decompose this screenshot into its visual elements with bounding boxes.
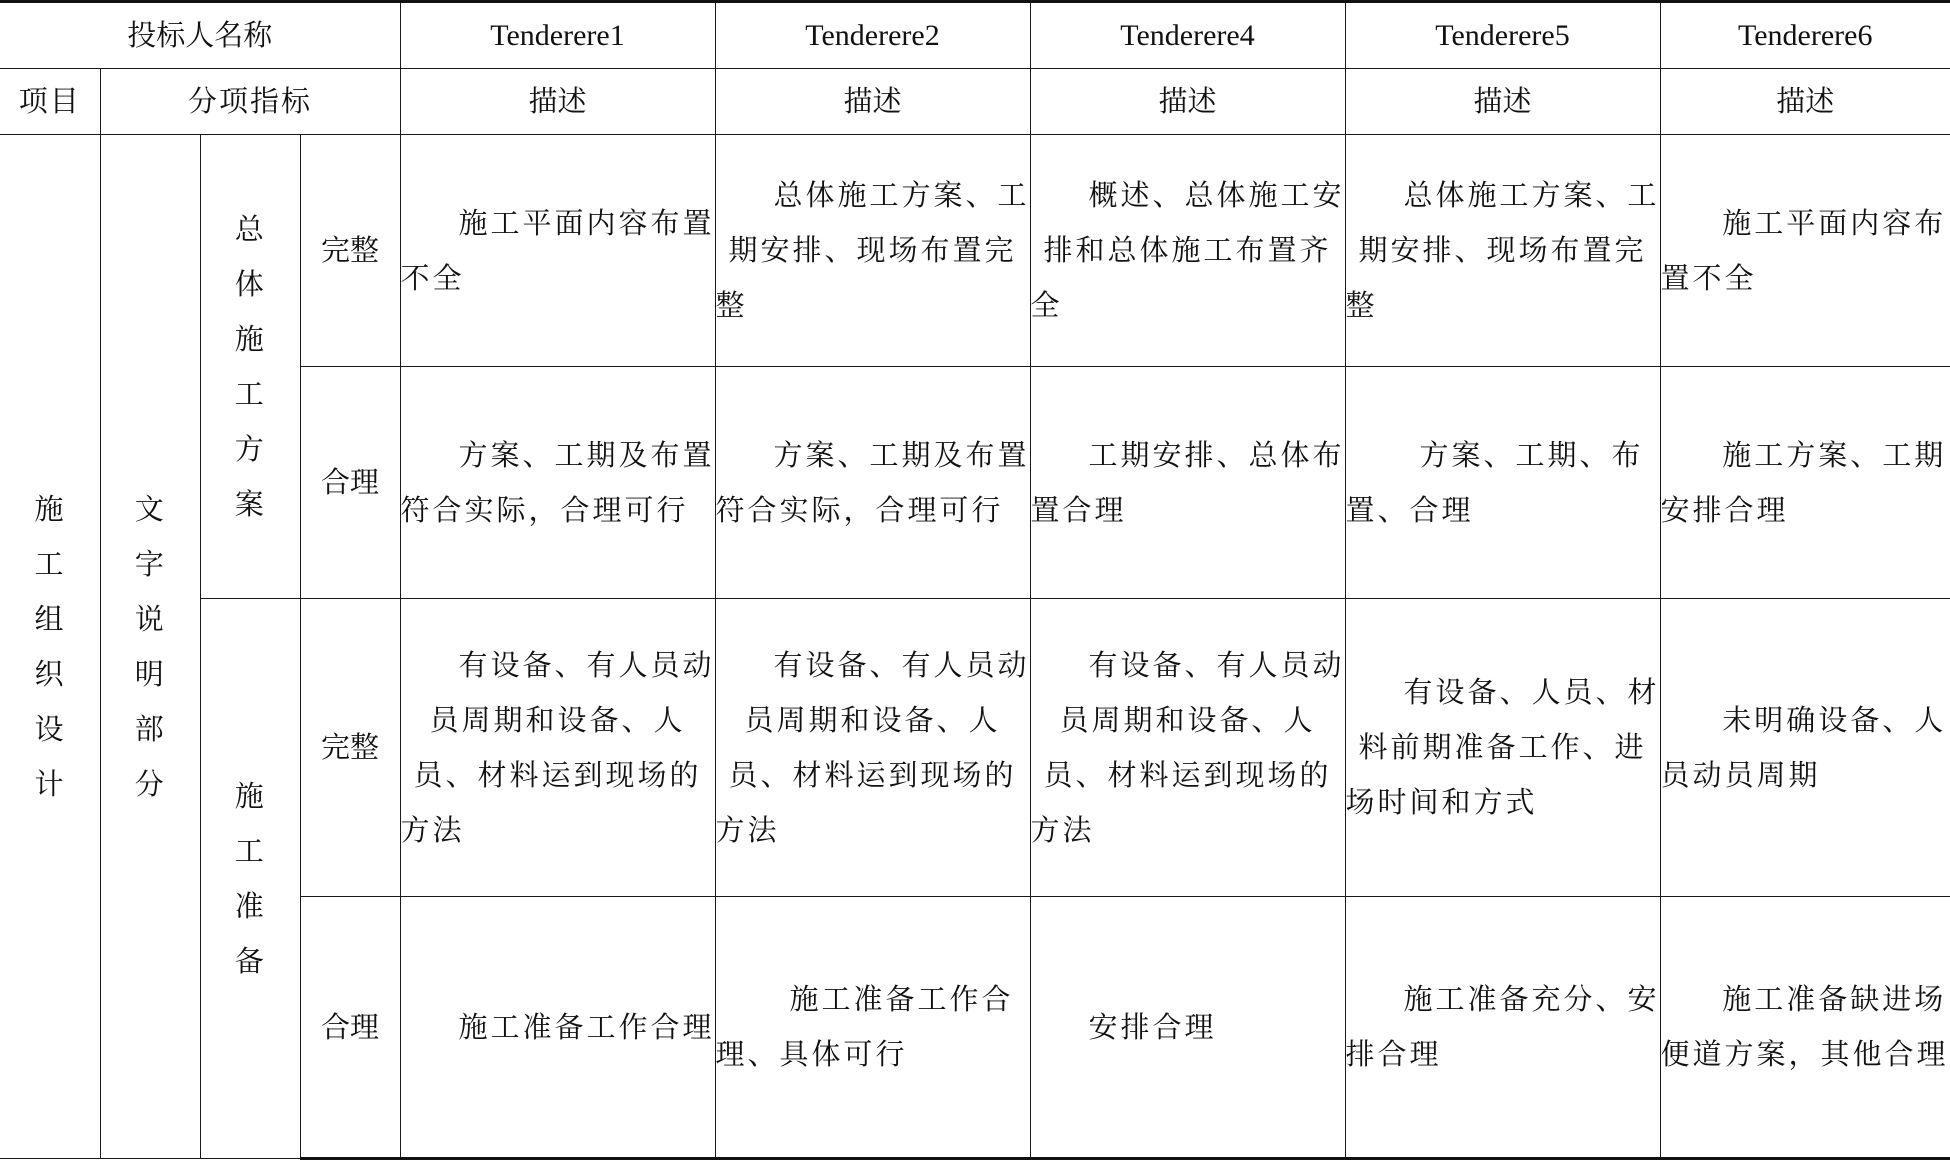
- description-cell: 施工准备充分、安排合理: [1345, 897, 1660, 1159]
- tenderer-header: Tenderere1: [400, 2, 715, 69]
- description-cell: 总体施工方案、工期安排、现场布置完整: [1345, 135, 1660, 367]
- bidder-name-header: 投标人名称: [0, 2, 400, 69]
- description-cell: 有设备、有人员动员周期和设备、人员、材料运到现场的方法: [400, 599, 715, 897]
- description-cell: 方案、工期及布置符合实际，合理可行: [400, 367, 715, 599]
- group-cell: 施工准备: [200, 599, 300, 1159]
- description-cell: 有设备、有人员动员周期和设备、人员、材料运到现场的方法: [715, 599, 1030, 897]
- sub-index-header: 分项指标: [100, 69, 400, 135]
- tenderer-header: Tenderere6: [1660, 2, 1950, 69]
- group-cell: 总体施工方案: [200, 135, 300, 599]
- header-row-bidders: [0, 2, 1950, 69]
- part-cell: 文字说明部分: [100, 135, 200, 1159]
- item-header: 项目: [0, 69, 100, 135]
- item-cell: 施工组织设计: [0, 135, 100, 1159]
- description-cell: 施工平面内容布置不全: [1660, 135, 1950, 367]
- description-cell: 未明确设备、人员动员周期: [1660, 599, 1950, 897]
- description-header: 描述: [715, 69, 1030, 135]
- description-cell: 施工准备工作合理、具体可行: [715, 897, 1030, 1159]
- description-cell: 施工准备工作合理: [400, 897, 715, 1159]
- description-cell: 有设备、有人员动员周期和设备、人员、材料运到现场的方法: [1030, 599, 1345, 897]
- criterion-cell: 完整: [300, 135, 400, 367]
- description-header: 描述: [400, 69, 715, 135]
- description-cell: 总体施工方案、工期安排、现场布置完整: [715, 135, 1030, 367]
- description-cell: 概述、总体施工安排和总体施工布置齐全: [1030, 135, 1345, 367]
- tenderer-header: Tenderere4: [1030, 2, 1345, 69]
- description-cell: 有设备、人员、材料前期准备工作、进场时间和方式: [1345, 599, 1660, 897]
- table-row: [0, 599, 1950, 897]
- description-cell: 方案、工期、布置、合理: [1345, 367, 1660, 599]
- header-row-columns: [0, 69, 1950, 135]
- description-cell: 方案、工期及布置符合实际，合理可行: [715, 367, 1030, 599]
- description-cell: 施工平面内容布置不全: [400, 135, 715, 367]
- description-header: 描述: [1030, 69, 1345, 135]
- tenderer-header: Tenderere2: [715, 2, 1030, 69]
- description-cell: 安排合理: [1030, 897, 1345, 1159]
- description-header: 描述: [1345, 69, 1660, 135]
- description-header: 描述: [1660, 69, 1950, 135]
- criterion-cell: 合理: [300, 367, 400, 599]
- description-cell: 施工准备缺进场便道方案，其他合理: [1660, 897, 1950, 1159]
- description-cell: 施工方案、工期安排合理: [1660, 367, 1950, 599]
- tenderer-header: Tenderere5: [1345, 2, 1660, 69]
- description-cell: 工期安排、总体布置合理: [1030, 367, 1345, 599]
- table-row: [0, 135, 1950, 367]
- criterion-cell: 合理: [300, 897, 400, 1159]
- criterion-cell: 完整: [300, 599, 400, 897]
